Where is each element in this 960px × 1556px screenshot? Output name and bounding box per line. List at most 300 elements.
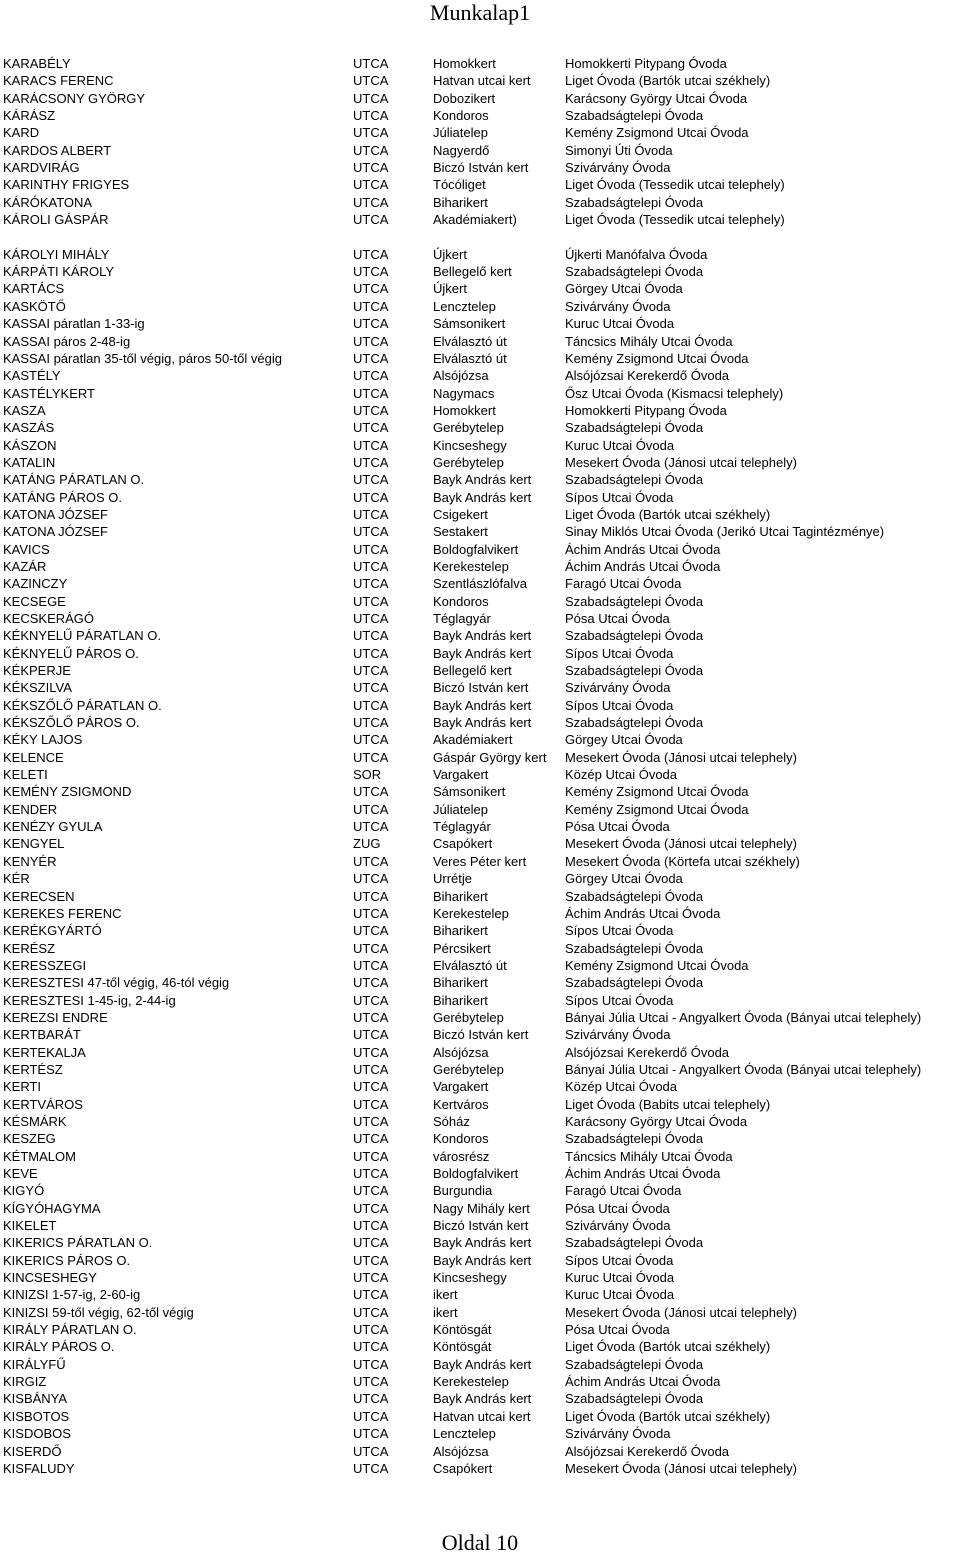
table-row: [0, 437, 960, 454]
street-type-cell: UTCA: [353, 333, 389, 349]
table-row: [0, 1061, 960, 1078]
street-type-cell: UTCA: [353, 749, 389, 765]
district-cell: ikert: [433, 1304, 458, 1320]
table-row: [0, 749, 960, 766]
district-cell: Lencztelep: [433, 298, 496, 314]
table-row: [0, 489, 960, 506]
street-name-cell: KARACS FERENC: [3, 73, 114, 89]
kindergarten-cell: Ősz Utcai Óvoda (Kismacsi telephely): [565, 385, 784, 401]
district-cell: Kondoros: [433, 593, 489, 609]
table-row: [0, 263, 960, 280]
street-type-cell: UTCA: [353, 628, 389, 644]
street-table: [0, 55, 960, 1477]
district-cell: Nagyerdő: [433, 142, 490, 158]
district-cell: Biharikert: [433, 992, 488, 1008]
street-name-cell: KARABÉLY: [3, 56, 71, 71]
district-cell: Homokkert: [433, 402, 496, 418]
district-cell: Köntösgát: [433, 1322, 492, 1338]
street-name-cell: KARINTHY FRIGYES: [3, 177, 130, 193]
street-type-cell: UTCA: [353, 645, 389, 661]
district-cell: Biczó István kert: [433, 1218, 529, 1234]
street-name-cell: KIRÁLY PÁROS O.: [3, 1339, 115, 1355]
table-row: [0, 333, 960, 350]
street-type-cell: UTCA: [353, 697, 389, 713]
district-cell: Sestakert: [433, 524, 488, 540]
table-row: [0, 159, 960, 176]
street-type-cell: UTCA: [353, 420, 389, 436]
table-row: [0, 610, 960, 627]
kindergarten-cell: Homokkerti Pitypang Óvoda: [565, 402, 727, 418]
street-name-cell: KERTVÁROS: [3, 1096, 83, 1112]
street-name-cell: KIKERICS PÁRATLAN O.: [3, 1235, 153, 1251]
kindergarten-cell: Szivárvány Óvoda: [565, 1426, 671, 1442]
kindergarten-cell: Kemény Zsigmond Utcai Óvoda: [565, 784, 749, 800]
table-row: [0, 940, 960, 957]
kindergarten-cell: Mesekert Óvoda (Jánosi utcai telephely): [565, 1460, 797, 1476]
kindergarten-cell: Áchim András Utcai Óvoda: [565, 558, 721, 574]
kindergarten-cell: Kuruc Utcai Óvoda: [565, 437, 675, 453]
district-cell: Elválasztó út: [433, 333, 507, 349]
table-row: [0, 1148, 960, 1165]
table-row: [0, 662, 960, 679]
street-name-cell: KERTEKALJA: [3, 1044, 86, 1060]
street-type-cell: UTCA: [353, 385, 389, 401]
street-type-cell: UTCA: [353, 957, 389, 973]
street-type-cell: UTCA: [353, 1166, 389, 1181]
table-row: [0, 55, 960, 72]
street-name-cell: KATONA JÓZSEF: [3, 506, 108, 522]
street-name-cell: KERÉKGYÁRTÓ: [3, 923, 102, 939]
table-row: [0, 645, 960, 662]
kindergarten-cell: Szabadságtelepi Óvoda: [565, 593, 704, 609]
street-type-cell: UTCA: [353, 298, 389, 314]
district-cell: Alsójózsa: [433, 1443, 489, 1459]
page-title: Munkalap1: [429, 0, 531, 25]
street-type-cell: UTCA: [353, 1148, 389, 1164]
street-name-cell: KÁROLI GÁSPÁR: [3, 212, 109, 228]
table-row: [0, 246, 960, 263]
row-spacer: [0, 228, 960, 245]
kindergarten-cell: Szabadságtelepi Óvoda: [565, 940, 704, 956]
street-name-cell: KASZA: [3, 402, 46, 418]
street-type-cell: UTCA: [353, 1113, 389, 1129]
street-type-cell: UTCA: [353, 142, 389, 158]
district-cell: Szentlászlófalva: [433, 576, 527, 592]
kindergarten-cell: Sípos Utcai Óvoda: [565, 697, 674, 713]
street-type-cell: UTCA: [353, 402, 389, 418]
district-cell: Téglagyár: [433, 819, 491, 835]
district-cell: Gerébytelep: [433, 454, 504, 470]
street-name-cell: KÉKPERJE: [3, 663, 71, 679]
kindergarten-cell: Görgey Utcai Óvoda: [565, 732, 683, 748]
table-row: [0, 402, 960, 419]
table-row: [0, 835, 960, 852]
street-name-cell: KÉR: [3, 871, 30, 887]
table-row: [0, 1200, 960, 1217]
street-name-cell: KASTÉLYKERT: [3, 385, 95, 401]
street-type-cell: UTCA: [353, 454, 389, 470]
district-cell: Júliatelep: [433, 125, 488, 141]
street-type-cell: UTCA: [353, 264, 389, 280]
street-name-cell: KINCSESHEGY: [3, 1270, 97, 1286]
kindergarten-cell: Szabadságtelepi Óvoda: [565, 194, 704, 210]
street-name-cell: KERÉSZ: [3, 940, 56, 956]
street-type-cell: UTCA: [353, 472, 389, 488]
table-row: [0, 714, 960, 731]
street-name-cell: KARÁCSONY GYÖRGY: [3, 90, 146, 106]
district-cell: ikert: [433, 1287, 458, 1303]
street-type-cell: UTCA: [353, 1079, 389, 1095]
street-name-cell: KAZÁR: [3, 558, 47, 574]
street-name-cell: KEREKES FERENC: [3, 905, 122, 921]
street-type-cell: UTCA: [353, 524, 389, 540]
street-name-cell: KECSKERÁGÓ: [3, 611, 95, 626]
district-cell: Bellegelő kert: [433, 264, 512, 280]
kindergarten-cell: Faragó Utcai Óvoda: [565, 576, 682, 592]
district-cell: Gerébytelep: [433, 1061, 504, 1077]
table-row: [0, 627, 960, 644]
district-cell: Vargakert: [433, 1079, 489, 1095]
district-cell: Bayk András kert: [433, 472, 532, 488]
table-row: [0, 142, 960, 159]
district-cell: Alsójózsa: [433, 1044, 489, 1060]
kindergarten-cell: Alsójózsai Kerekerdő Óvoda: [565, 1443, 730, 1459]
street-type-cell: UTCA: [353, 125, 389, 141]
kindergarten-cell: Szabadságtelepi Óvoda: [565, 1235, 704, 1251]
table-row: [0, 1304, 960, 1321]
street-name-cell: KERTÉSZ: [3, 1061, 63, 1077]
street-name-cell: KIRÁLY PÁRATLAN O.: [3, 1322, 137, 1338]
street-name-cell: KARTÁCS: [3, 281, 65, 297]
street-name-cell: KERTBARÁT: [3, 1027, 81, 1043]
table-row: [0, 870, 960, 887]
street-type-cell: UTCA: [353, 1322, 389, 1338]
district-cell: Bayk András kert: [433, 645, 532, 661]
district-cell: Biharikert: [433, 888, 488, 904]
street-type-cell: UTCA: [353, 1218, 389, 1234]
kindergarten-cell: Szabadságtelepi Óvoda: [565, 420, 704, 436]
table-row: [0, 697, 960, 714]
street-name-cell: KERECSEN: [3, 888, 75, 904]
table-row: [0, 1026, 960, 1043]
street-name-cell: KIKELET: [3, 1218, 57, 1234]
table-row: [0, 1443, 960, 1460]
street-type-cell: UTCA: [353, 715, 389, 731]
table-row: [0, 541, 960, 558]
page-number: Oldal 10: [441, 1530, 519, 1555]
district-cell: Gerébytelep: [433, 420, 504, 436]
street-type-cell: UTCA: [353, 73, 389, 89]
kindergarten-cell: Görgey Utcai Óvoda: [565, 281, 683, 297]
kindergarten-cell: Szivárvány Óvoda: [565, 1218, 671, 1234]
street-type-cell: UTCA: [353, 923, 389, 939]
street-name-cell: KISBOTOS: [3, 1408, 70, 1424]
kindergarten-cell: Áchim András Utcai Óvoda: [565, 541, 721, 557]
district-cell: Veres Péter kert: [433, 853, 527, 869]
table-row: [0, 176, 960, 193]
kindergarten-cell: Szabadságtelepi Óvoda: [565, 1391, 704, 1407]
street-type-cell: UTCA: [353, 1408, 389, 1424]
kindergarten-cell: Karácsony György Utcai Óvoda: [565, 90, 748, 106]
district-cell: Gáspár György kert: [433, 749, 547, 765]
street-type-cell: UTCA: [353, 732, 389, 748]
kindergarten-cell: Kemény Zsigmond Utcai Óvoda: [565, 125, 749, 141]
table-row: [0, 315, 960, 332]
kindergarten-cell: Szabadságtelepi Óvoda: [565, 628, 704, 644]
street-name-cell: KÉKY LAJOS: [3, 732, 83, 748]
kindergarten-cell: Táncsics Mihály Utcai Óvoda: [565, 333, 733, 349]
kindergarten-cell: Szabadságtelepi Óvoda: [565, 663, 704, 679]
district-cell: Burgundia: [433, 1183, 493, 1199]
kindergarten-cell: Mesekert Óvoda (Jánosi utcai telephely): [565, 1304, 797, 1320]
kindergarten-cell: Szabadságtelepi Óvoda: [565, 472, 704, 488]
table-row: [0, 1373, 960, 1390]
kindergarten-cell: Újkerti Manófalva Óvoda: [565, 246, 708, 262]
district-cell: Sóház: [433, 1113, 470, 1129]
table-row: [0, 280, 960, 297]
district-cell: Hatvan utcai kert: [433, 73, 531, 89]
street-type-cell: UTCA: [353, 246, 389, 262]
kindergarten-cell: Szabadságtelepi Óvoda: [565, 975, 704, 991]
district-cell: Kincseshegy: [433, 437, 507, 453]
kindergarten-cell: Liget Óvoda (Bartók utcai székhely): [565, 1408, 771, 1424]
kindergarten-cell: Kuruc Utcai Óvoda: [565, 1287, 675, 1303]
district-cell: Téglagyár: [433, 611, 491, 626]
street-name-cell: KENYÉR: [3, 853, 57, 869]
street-type-cell: UTCA: [353, 801, 389, 817]
district-cell: Csapókert: [433, 1460, 493, 1476]
street-type-cell: UTCA: [353, 1131, 389, 1147]
street-type-cell: UTCA: [353, 489, 389, 505]
street-type-cell: UTCA: [353, 1200, 389, 1216]
street-name-cell: KINIZSI 1-57-ig, 2-60-ig: [3, 1287, 141, 1303]
street-type-cell: UTCA: [353, 212, 389, 228]
street-type-cell: UTCA: [353, 558, 389, 574]
district-cell: Bayk András kert: [433, 628, 532, 644]
street-name-cell: KERTI: [3, 1079, 42, 1095]
street-type-cell: UTCA: [353, 1460, 389, 1476]
kindergarten-cell: Közép Utcai Óvoda: [565, 1079, 678, 1095]
district-cell: Nagymacs: [433, 385, 495, 401]
district-cell: Kondoros: [433, 1131, 489, 1147]
street-type-cell: UTCA: [353, 1027, 389, 1043]
street-name-cell: KÁRÓKATONA: [3, 194, 93, 210]
street-name-cell: KASSAI páratlan 35-től végig, páros 50-től végig: [3, 350, 282, 366]
district-cell: Kerekestelep: [433, 558, 509, 574]
district-cell: Bayk András kert: [433, 1356, 532, 1372]
district-cell: Tócóliget: [433, 177, 486, 193]
street-type-cell: UTCA: [353, 853, 389, 869]
street-name-cell: KASSAI páratlan 1-33-ig: [3, 316, 145, 332]
street-type-cell: UTCA: [353, 975, 389, 991]
street-name-cell: KECSEGE: [3, 593, 66, 609]
street-name-cell: KERESZTESI 47-től végig, 46-tól végig: [3, 975, 230, 991]
table-row: [0, 766, 960, 783]
kindergarten-cell: Faragó Utcai Óvoda: [565, 1183, 682, 1199]
street-type-cell: UTCA: [353, 1304, 389, 1320]
kindergarten-cell: Szabadságtelepi Óvoda: [565, 1131, 704, 1147]
street-type-cell: UTCA: [353, 1356, 389, 1372]
street-type-cell: UTCA: [353, 437, 389, 453]
street-type-cell: UTCA: [353, 350, 389, 366]
table-row: [0, 107, 960, 124]
table-row: [0, 90, 960, 107]
table-row: [0, 1009, 960, 1026]
district-cell: Köntösgát: [433, 1339, 492, 1355]
kindergarten-cell: Kemény Zsigmond Utcai Óvoda: [565, 957, 749, 973]
kindergarten-cell: Táncsics Mihály Utcai Óvoda: [565, 1148, 733, 1164]
street-type-cell: UTCA: [353, 1391, 389, 1407]
table-row: [0, 974, 960, 991]
kindergarten-cell: Áchim András Utcai Óvoda: [565, 1166, 721, 1181]
district-cell: Akadémiakert): [433, 212, 517, 228]
street-type-cell: UTCA: [353, 177, 389, 193]
district-cell: Nagy Mihály kert: [433, 1200, 530, 1216]
kindergarten-cell: Kuruc Utcai Óvoda: [565, 1270, 675, 1286]
street-type-cell: UTCA: [353, 871, 389, 887]
kindergarten-cell: Sípos Utcai Óvoda: [565, 992, 674, 1008]
district-cell: városrész: [433, 1148, 490, 1164]
street-type-cell: UTCA: [353, 576, 389, 592]
street-name-cell: KISERDŐ: [3, 1443, 62, 1459]
street-name-cell: KIRÁLYFŰ: [3, 1356, 66, 1372]
street-type-cell: UTCA: [353, 316, 389, 332]
table-row: [0, 367, 960, 384]
street-name-cell: KASZÁS: [3, 420, 55, 436]
street-name-cell: KÁSZON: [3, 437, 57, 453]
district-cell: Kertváros: [433, 1096, 489, 1112]
street-type-cell: UTCA: [353, 1339, 389, 1355]
kindergarten-cell: Liget Óvoda (Babits utcai telephely): [565, 1096, 771, 1112]
kindergarten-cell: Pósa Utcai Óvoda: [565, 611, 670, 626]
table-row: [0, 350, 960, 367]
street-name-cell: KATÁNG PÁROS O.: [3, 489, 122, 505]
table-row: [0, 298, 960, 315]
street-name-cell: KISDOBOS: [3, 1426, 71, 1442]
table-row: [0, 905, 960, 922]
street-type-cell: UTCA: [353, 1252, 389, 1268]
kindergarten-cell: Sípos Utcai Óvoda: [565, 1252, 674, 1268]
street-type-cell: UTCA: [353, 1426, 389, 1442]
district-cell: Vargakert: [433, 767, 489, 783]
street-name-cell: KEREZSI ENDRE: [3, 1009, 108, 1025]
kindergarten-cell: Simonyi Úti Óvoda: [565, 142, 673, 158]
district-cell: Biczó István kert: [433, 1027, 529, 1043]
table-row: [0, 575, 960, 592]
table-row: [0, 72, 960, 89]
district-cell: Boldogfalvikert: [433, 1166, 519, 1181]
district-cell: Sámsonikert: [433, 784, 506, 800]
kindergarten-cell: Szabadságtelepi Óvoda: [565, 1356, 704, 1372]
district-cell: Pércsikert: [433, 940, 491, 956]
table-row: [0, 992, 960, 1009]
street-name-cell: KELENCE: [3, 749, 64, 765]
kindergarten-cell: Pósa Utcai Óvoda: [565, 819, 670, 835]
street-type-cell: UTCA: [353, 1096, 389, 1112]
kindergarten-cell: Szivárvány Óvoda: [565, 680, 671, 696]
street-name-cell: KENDER: [3, 801, 58, 817]
district-cell: Bayk András kert: [433, 715, 532, 731]
kindergarten-cell: Alsójózsai Kerekerdő Óvoda: [565, 368, 730, 384]
table-row: [0, 1113, 960, 1130]
kindergarten-cell: Pósa Utcai Óvoda: [565, 1322, 670, 1338]
street-name-cell: KÉTMALOM: [3, 1148, 76, 1164]
street-type-cell: UTCA: [353, 940, 389, 956]
street-name-cell: KIKERICS PÁROS O.: [3, 1252, 131, 1268]
table-row: [0, 801, 960, 818]
kindergarten-cell: Kuruc Utcai Óvoda: [565, 316, 675, 332]
street-type-cell: UTCA: [353, 1044, 389, 1060]
kindergarten-cell: Szabadságtelepi Óvoda: [565, 888, 704, 904]
table-row: [0, 385, 960, 402]
street-name-cell: KENÉZY GYULA: [3, 819, 103, 835]
street-name-cell: KASSAI páros 2-48-ig: [3, 333, 131, 349]
district-cell: Boldogfalvikert: [433, 541, 519, 557]
kindergarten-cell: Sípos Utcai Óvoda: [565, 489, 674, 505]
kindergarten-cell: Liget Óvoda (Bartók utcai székhely): [565, 506, 771, 522]
table-row: [0, 957, 960, 974]
street-type-cell: UTCA: [353, 784, 389, 800]
table-row: [0, 1096, 960, 1113]
street-type-cell: UTCA: [353, 1374, 389, 1390]
street-name-cell: KARDVIRÁG: [3, 160, 80, 176]
kindergarten-cell: Bányai Júlia Utcai - Angyalkert Óvoda (Bányai utcai telephely): [565, 1061, 922, 1077]
street-type-cell: UTCA: [353, 905, 389, 921]
kindergarten-cell: Liget Óvoda (Bartók utcai székhely): [565, 73, 771, 89]
table-row: [0, 506, 960, 523]
district-cell: Homokkert: [433, 56, 496, 71]
street-name-cell: KÍGYÓHAGYMA: [3, 1200, 101, 1216]
district-cell: Alsójózsa: [433, 368, 489, 384]
kindergarten-cell: Szivárvány Óvoda: [565, 1027, 671, 1043]
kindergarten-cell: Karácsony György Utcai Óvoda: [565, 1113, 748, 1129]
district-cell: Urrétje: [433, 871, 473, 887]
kindergarten-cell: Áchim András Utcai Óvoda: [565, 905, 721, 921]
kindergarten-cell: Mesekert Óvoda (Körtefa utcai székhely): [565, 853, 800, 869]
table-row: [0, 1217, 960, 1234]
street-type-cell: UTCA: [353, 368, 389, 384]
table-row: [0, 1252, 960, 1269]
table-row: [0, 1044, 960, 1061]
kindergarten-cell: Pósa Utcai Óvoda: [565, 1200, 670, 1216]
street-type-cell: ZUG: [353, 836, 381, 852]
kindergarten-cell: Mesekert Óvoda (Jánosi utcai telephely): [565, 454, 797, 470]
district-cell: Biczó István kert: [433, 680, 529, 696]
table-row: [0, 194, 960, 211]
street-name-cell: KASKÖTŐ: [3, 298, 66, 314]
table-row: [0, 679, 960, 696]
street-name-cell: KÉKSZILVA: [3, 680, 72, 696]
street-name-cell: KÉKSZŐLŐ PÁRATLAN O.: [3, 697, 162, 713]
table-row: [0, 1130, 960, 1147]
table-row: [0, 419, 960, 436]
table-row: [0, 1234, 960, 1251]
table-row: [0, 454, 960, 471]
street-name-cell: KARD: [3, 125, 40, 141]
street-type-cell: UTCA: [353, 1183, 389, 1199]
street-name-cell: KISFALUDY: [3, 1460, 75, 1476]
district-cell: Gerébytelep: [433, 1009, 504, 1025]
table-row: [0, 523, 960, 540]
table-row: [0, 124, 960, 141]
street-type-cell: UTCA: [353, 992, 389, 1008]
kindergarten-cell: Liget Óvoda (Tessedik utcai telephely): [565, 177, 785, 193]
kindergarten-cell: Homokkerti Pitypang Óvoda: [565, 56, 727, 71]
table-row: [0, 1408, 960, 1425]
kindergarten-cell: Közép Utcai Óvoda: [565, 767, 678, 783]
district-cell: Júliatelep: [433, 801, 488, 817]
kindergarten-cell: Kemény Zsigmond Utcai Óvoda: [565, 350, 749, 366]
